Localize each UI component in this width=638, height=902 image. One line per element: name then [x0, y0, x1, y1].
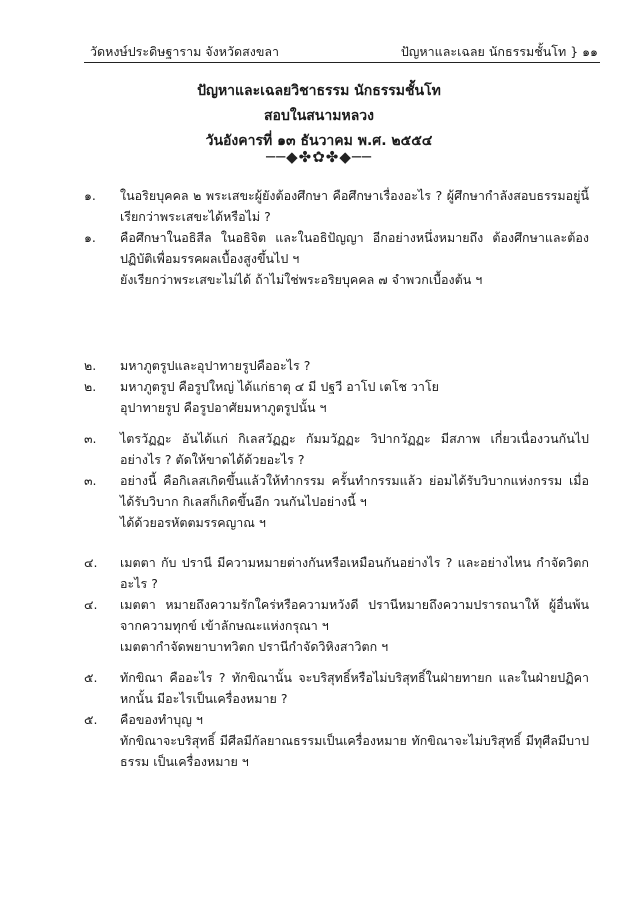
header-left: วัดหงษ์ประดิษฐาราม จังหวัดสงขลา	[90, 44, 280, 59]
question-text: เมตตา กับ ปรานี มีความหมายต่างกันหรือเหมือนกันอย่างไร ? และอย่างไหน กำจัดวิตกอะไร ?	[120, 555, 589, 591]
question-number: ๑.	[84, 188, 96, 203]
question-number: ๔.	[84, 555, 98, 570]
answer-text: มหาภูตรูป คือรูปใหญ่ ได้แก่ธาตุ ๔ มี ปฐวี อาโป เตโช วาโย	[120, 379, 439, 394]
question	[84, 552, 589, 594]
title-line-2: สอบในสนามหลวง	[264, 108, 374, 124]
answer-text: เมตตากำจัดพยาบาทวิตก ปรานีกำจัดวิหิงสาวิตก ฯ	[120, 639, 389, 654]
question	[84, 667, 589, 709]
answer-text: อย่างนี้ คือกิเลสเกิดขึ้นแล้วให้ทำกรรม ครั้นทำกรรมแล้ว ย่อมได้รับวิบากแห่งกรรม เมื่อได้รับวิบาก กิเลสก็เกิดขึ้นอีก วนกันไปอย่างนี้ ฯ	[120, 473, 589, 509]
answer	[84, 709, 589, 772]
question-text: ในอริยบุคคล ๒ พระเสขะผู้ยังต้องศึกษา คือศึกษาเรื่องอะไร ? ผู้ศึกษากำลังสอบธรรมอยู่นี้เรียกว่าพระเสขะได้หรือไม่ ?	[120, 188, 589, 224]
question	[84, 428, 589, 470]
question-text: ไตรวัฏฏะ อันได้แก่ กิเลสวัฏฏะ กัมมวัฏฏะ วิปากวัฏฏะ มีสภาพ เกี่ยวเนื่องวนกันไปอย่างไร ? ตัดให้ขาดได้ด้วยอะไร ?	[120, 431, 589, 467]
question-number: ๒.	[84, 358, 97, 373]
ornament-divider: ──◆✤✿✤◆──	[266, 148, 372, 166]
header-divider	[84, 62, 600, 63]
question-number: ๓.	[84, 431, 97, 446]
answer-text: ยังเรียกว่าพระเสขะไม่ได้ ถ้าไม่ใช่พระอริยบุคคล ๗ จำพวกเบื้องต้น ฯ	[120, 272, 483, 287]
answer-text: ได้ด้วยอรหัตตมรรคญาณ ฯ	[120, 515, 266, 530]
title-line-3: วันอังคารที่ ๑๓ ธันวาคม พ.ศ. ๒๕๕๔	[205, 133, 433, 149]
answer-text: ทักขิณาจะบริสุทธิ์ มีศีลมีกัลยาณธรรมเป็นเครื่องหมาย ทักขิณาจะไม่บริสุทธิ์ มีทุศีลมีบาปธรรม เป็นเครื่องหมาย ฯ	[120, 733, 589, 769]
qa-block-5	[84, 667, 589, 772]
answer	[84, 227, 589, 290]
answer-number: ๔.	[84, 597, 98, 612]
answer	[84, 376, 589, 418]
answer-number: ๒.	[84, 379, 97, 394]
answer-text: คือศึกษาในอธิสีล ในอธิจิต และในอธิปัญญา อีกอย่างหนึ่งหมายถึง ต้องศึกษาและต้องปฏิบัติเพื่อมรรคผลเบื้องสูงขึ้นไป ฯ	[120, 230, 589, 266]
qa-block-3	[84, 428, 589, 533]
answer-number: ๓.	[84, 473, 97, 488]
question-number: ๕.	[84, 670, 98, 685]
qa-block-1	[84, 185, 589, 290]
header-right: ปัญหาและเฉลย นักธรรมชั้นโท } ๑๑	[400, 44, 598, 59]
answer-text: คือของทำบุญ ฯ	[120, 712, 203, 727]
answer-number: ๑.	[84, 230, 96, 245]
title-line-1: ปัญหาและเฉลยวิชาธรรม นักธรรมชั้นโท	[197, 83, 441, 99]
answer-text: อุปาทายรูป คือรูปอาศัยมหาภูตรูปนั้น ฯ	[120, 400, 327, 415]
answer	[84, 470, 589, 533]
question-text: มหาภูตรูปและอุปาทายรูปคืออะไร ?	[120, 358, 311, 373]
qa-block-2	[84, 355, 589, 418]
question	[84, 185, 589, 227]
answer-text: เมตตา หมายถึงความรักใคร่หรือความหวังดี ปรานีหมายถึงความปรารถนาให้ ผู้อื่นพ้นจากความทุกข์ เข้าลักษณะแห่งกรุณา ฯ	[120, 597, 589, 633]
question-text: ทักขิณา คืออะไร ? ทักขิณานั้น จะบริสุทธิ์หรือไม่บริสุทธิ์ในฝ่ายทายก และในฝ่ายปฏิคาหกนั้น มีอะไรเป็นเครื่องหมาย ?	[120, 670, 589, 706]
answer	[84, 594, 589, 657]
question	[84, 355, 589, 376]
answer-number: ๕.	[84, 712, 98, 727]
qa-block-4	[84, 552, 589, 657]
